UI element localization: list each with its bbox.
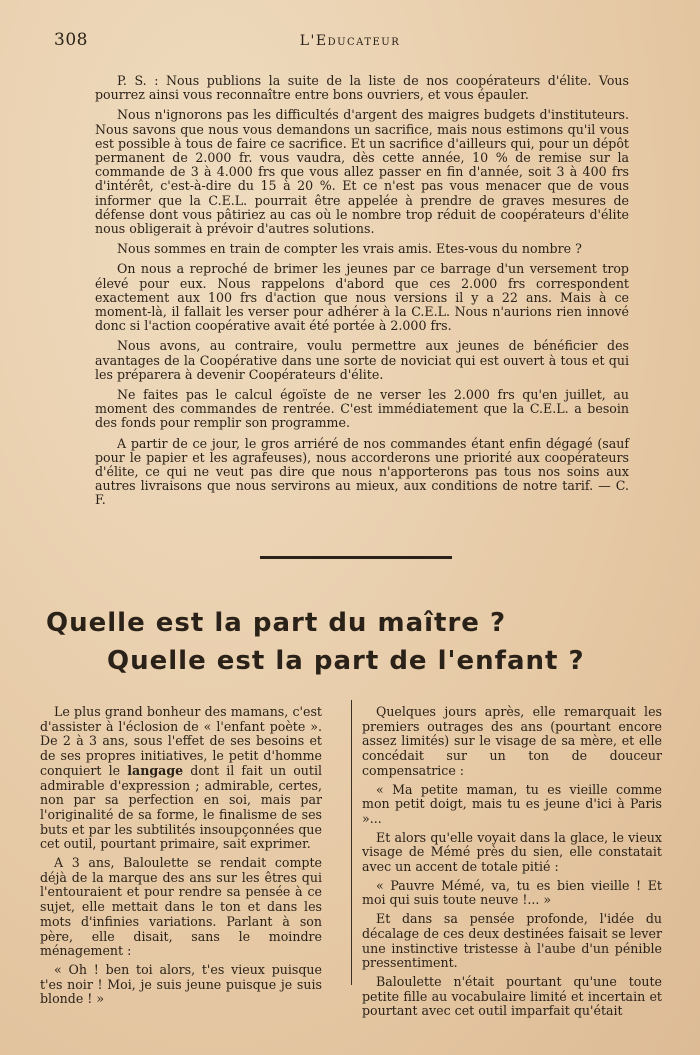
article-left-column (40, 705, 322, 1011)
article-paragraph: « Pauvre Mémé, va, tu es bien vieille ! Et moi qui suis toute neuve !... » (362, 877, 662, 908)
article-right-column (362, 705, 662, 1023)
article-paragraph: Quelques jours après, elle remarquait les premiers outrages des ans (pourtant encore assez limités) sur le visage de sa mère, et elle concédait sur un ton de douceur compensatrice : (362, 704, 662, 778)
article-text: Le plus grand bonheur des mamans, c'est d'assister à l'éclosion de « l'enfant poète ». De 2 à 3 ans, sous l'effet de ses besoins et de ses propres initiatives, le petit d'homme conquiert le (40, 704, 322, 778)
article-paragraph: Baloulette n'était pourtant qu'une toute petite fille au vocabulaire limité et incertain et pourtant avec cet outil imparfait qu'était (362, 973, 662, 1019)
intro-paragraph: A partir de ce jour, le gros arriéré de nos commandes étant enfin dégagé (sauf pour le papier et les agrafeuses), nous accorderons une priorité aux coopérateurs d'élite, ce qui ne veut pas dire que nous n'apporterons pas tous nos soins aux autres livraisons que nous servirons au mieux, aux conditions de notre tarif. — C. F. (95, 435, 629, 508)
intro-paragraph: Nous n'ignorons pas les difficultés d'argent des maigres budgets d'instituteurs. Nous savons que nous vous demandons un sacrifice, mais nous estimons qu'il vous est possible à tous de faire ce sacrifice. Et un sacrifice d'ailleurs qui, pour un dépôt permanent de 2.000 fr. vous vaudra, dès cette année, 10 % de remise sur la commande de 3 à 4.000 frs que vous allez passer en fin d'année, soit 3 à 400 frs d'intérêt, c'est-à-dire du 15 à 20 %. Et ce n'est pas vous menacer que de vous informer que la C.E.L. pourrait être appelée à prendre de graves mesures de défense dont vous pâtiriez au cas où le nombre trop réduit de coopérateurs d'élite nous obligerait à prévoir d'autres solutions. (95, 107, 629, 237)
intro-paragraph: On nous a reproché de brimer les jeunes par ce barrage d'un versement trop élevé pour eux. Nous rappelons d'abord que ces 2.000 frs correspondent exactement aux 100 frs d'action que nous versions il y a 22 ans. Mais à ce moment-là, il fallait les verser pour adhérer à la C.E.L. Nous n'aurions rien innové donc si l'action coopérative avait été portée à 2.000 frs. (95, 261, 629, 334)
section-divider-rule (260, 556, 452, 559)
column-divider (351, 700, 352, 985)
running-head: L'Educateur (299, 33, 401, 49)
emphasis-term: langage (127, 762, 184, 778)
article-paragraph: Et alors qu'elle voyait dans la glace, le vieux visage de Mémé près du sien, elle constatait avec un accent de totale pitié : (362, 829, 662, 875)
article-title-line-1: Quelle est la part du maître ? (46, 608, 507, 638)
intro-paragraph: Ne faites pas le calcul égoïste de ne verser les 2.000 frs qu'en juillet, au moment des commandes de rentrée. C'est immédiatement que la C.E.L. a besoin des fonds pour remplir son programme. (95, 387, 629, 431)
intro-note (95, 74, 629, 514)
article-paragraph: Et dans sa pensée profonde, l'idée du décalage de ces deux destinées faisait se lever une instinctive tristesse à l'aube d'un pénible pressentiment. (362, 911, 662, 971)
article-text: dont il fait un outil admirable d'expression ; admirable, certes, non par sa perfection en soi, mais par l'originalité de sa forme, le finalisme de ses buts et par les subtilités insoupçonnées que cet outil, pourtant primaire, sait exprimer. (40, 762, 322, 852)
article-paragraph: « Ma petite maman, tu es vieille comme mon petit doigt, mais tu es jeune d'ici à Paris »... (362, 781, 662, 826)
article-title-line-2: Quelle est la part de l'enfant ? (107, 646, 585, 676)
article-paragraph: A 3 ans, Baloulette se rendait compte déjà de la marque des ans sur les êtres qui l'entouraient et pour rendre sa pensée à ce sujet, elle mettait dans le ton et dans les mots d'infinies variations. Parlant à son père, elle disait, sans le moindre ménagement : (40, 855, 322, 959)
article-paragraph: « Oh ! ben toi alors, t'es vieux puisque t'es noir ! Moi, je suis jeune puisque je suis blonde ! » (40, 961, 322, 1007)
intro-paragraph: P. S. : Nous publions la suite de la liste de nos coopérateurs d'élite. Vous pourrez ainsi vous reconnaître entre bons ouvriers, et vous épauler. (95, 73, 629, 103)
article-paragraph (40, 705, 322, 852)
intro-paragraph: Nous avons, au contraire, voulu permettre aux jeunes de bénéficier des avantages de la Coopérative dans une sorte de noviciat qui est ouvert à tous et qui les préparera à devenir Coopérateurs d'élite. (95, 338, 629, 382)
page-number: 308 (54, 30, 88, 50)
intro-paragraph: Nous sommes en train de compter les vrais amis. Etes-vous du nombre ? (117, 241, 582, 257)
